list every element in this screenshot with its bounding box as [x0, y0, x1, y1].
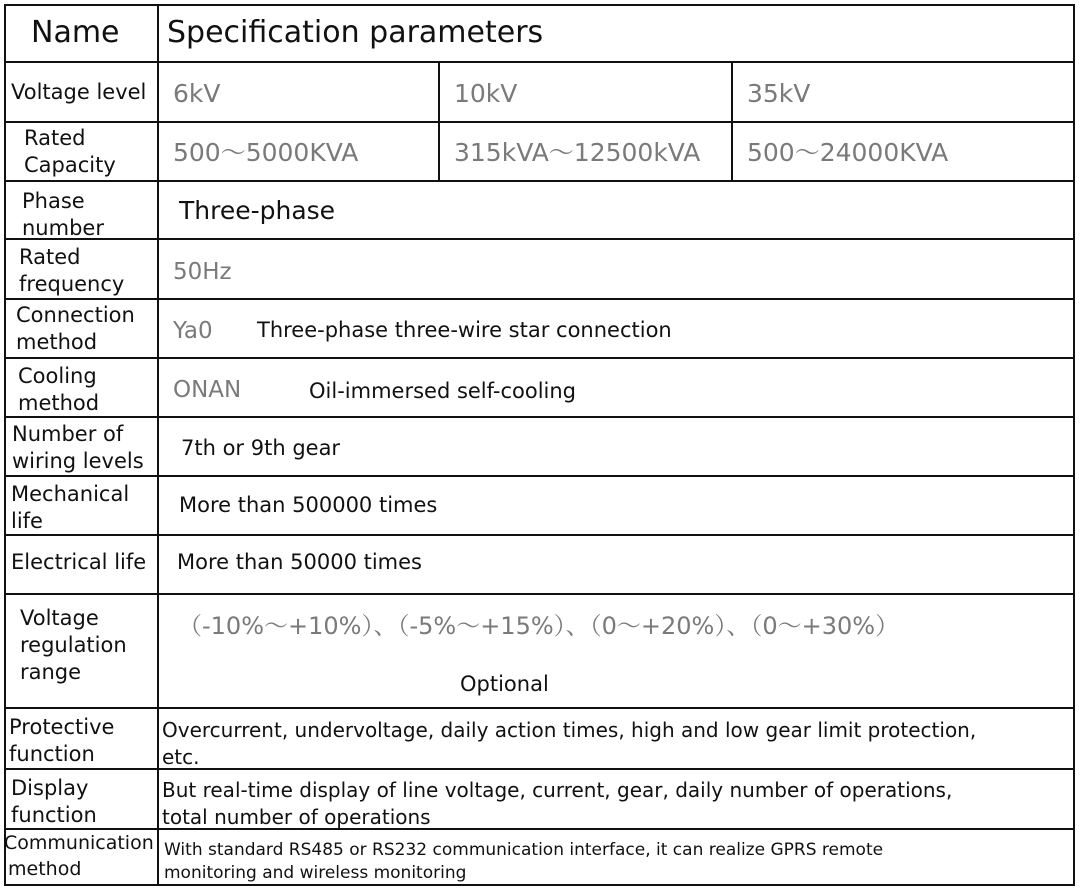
label-voltage-regulation-line1: Voltage — [20, 606, 99, 630]
display-function-line2: total number of operations — [162, 805, 431, 829]
label-wiring-levels-line2: wiring levels — [12, 449, 144, 473]
label-connection-method-line2: method — [16, 330, 98, 354]
rated-frequency-value: 50Hz — [173, 259, 232, 285]
row-divider — [6, 121, 1073, 123]
row-divider — [6, 593, 1073, 595]
mechanical-life-value: More than 500000 times — [179, 493, 438, 517]
label-communication-method-line2: method — [8, 858, 82, 880]
communication-method-line1: With standard RS485 or RS232 communication interface, it can realize GPRS remote — [164, 840, 884, 860]
header-name: Name — [31, 15, 120, 50]
cooling-description: Oil-immersed self-cooling — [309, 379, 577, 403]
voltage-35kv: 35kV — [747, 79, 811, 108]
label-rated-capacity-line1: Rated — [24, 126, 86, 150]
row-divider — [6, 707, 1073, 709]
capacity-35kv: 500～24000KVA — [747, 138, 949, 167]
column-divider — [438, 61, 440, 181]
label-mechanical-life-line2: life — [11, 509, 43, 533]
row-divider — [6, 180, 1073, 182]
label-rated-frequency-line2: frequency — [19, 272, 125, 296]
column-divider — [731, 61, 733, 181]
label-mechanical-life-line1: Mechanical — [11, 482, 130, 506]
label-electrical-life: Electrical life — [11, 550, 147, 574]
label-display-function-line1: Display — [11, 776, 89, 800]
communication-method-line2: monitoring and wireless monitoring — [164, 863, 467, 883]
protective-function-line1: Overcurrent, undervoltage, daily action times, high and low gear limit protection, — [162, 718, 977, 742]
label-voltage-level: Voltage level — [11, 80, 147, 104]
protective-function-line2: etc. — [162, 745, 200, 769]
label-protective-function-line1: Protective — [9, 715, 115, 739]
electrical-life-value: More than 50000 times — [177, 550, 422, 574]
specification-table — [4, 4, 1075, 886]
wiring-levels-value: 7th or 9th gear — [181, 436, 341, 460]
voltage-6kv: 6kV — [173, 79, 221, 108]
column-divider — [157, 6, 159, 884]
row-divider — [6, 534, 1073, 536]
row-divider — [6, 416, 1073, 418]
connection-code: Ya0 — [173, 318, 213, 344]
connection-description: Three-phase three-wire star connection — [257, 318, 672, 342]
label-display-function-line2: function — [11, 803, 97, 827]
row-divider — [6, 298, 1073, 300]
capacity-10kv: 315kVA～12500kVA — [454, 138, 701, 167]
label-wiring-levels-line1: Number of — [12, 422, 124, 446]
label-cooling-method-line1: Cooling — [18, 364, 97, 388]
label-cooling-method-line2: method — [18, 391, 100, 415]
row-divider — [6, 238, 1073, 240]
label-voltage-regulation-line2: regulation — [20, 633, 127, 657]
label-rated-capacity-line2: Capacity — [24, 153, 116, 177]
phase-number-value: Three-phase — [179, 196, 336, 225]
voltage-regulation-note: Optional — [460, 672, 549, 696]
voltage-regulation-value: （-10%～+10%）、（-5%～+15%）、（0～+20%）、（0～+30%） — [178, 612, 900, 640]
label-phase-number-line2: number — [22, 216, 104, 240]
capacity-6kv: 500～5000KVA — [173, 138, 359, 167]
header-specification: Specification parameters — [167, 15, 544, 50]
cooling-code: ONAN — [173, 377, 242, 403]
row-divider — [6, 475, 1073, 477]
label-voltage-regulation-line3: range — [20, 660, 82, 684]
row-divider — [6, 357, 1073, 359]
display-function-line1: But real-time display of line voltage, current, gear, daily number of operations, — [162, 778, 953, 802]
label-phase-number-line1: Phase — [22, 189, 85, 213]
label-rated-frequency-line1: Rated — [19, 245, 81, 269]
label-connection-method-line1: Connection — [16, 303, 135, 327]
label-communication-method-line1: Communication — [4, 832, 154, 854]
label-protective-function-line2: function — [9, 742, 95, 766]
voltage-10kv: 10kV — [454, 79, 518, 108]
row-divider — [6, 61, 1073, 63]
